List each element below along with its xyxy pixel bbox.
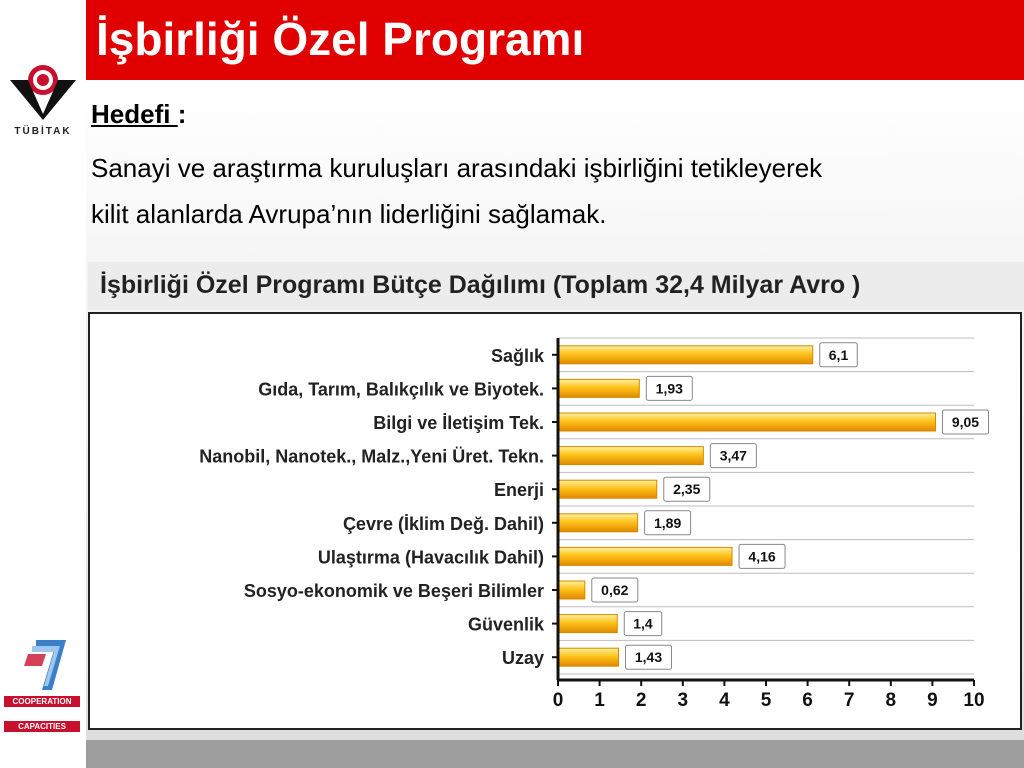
x-tick-label: 9 bbox=[927, 690, 938, 711]
bar bbox=[559, 648, 618, 666]
data-label: 1,93 bbox=[655, 380, 683, 397]
sidebar bbox=[0, 0, 86, 768]
x-tick-label: 7 bbox=[843, 690, 855, 711]
data-label: 1,89 bbox=[653, 514, 682, 531]
category-label: Çevre (İklim Değ. Dahil) bbox=[342, 513, 544, 534]
bar bbox=[559, 615, 617, 633]
data-label: 0,62 bbox=[601, 582, 629, 598]
goal-label: Hedefi bbox=[91, 99, 178, 129]
data-label: 2,35 bbox=[673, 481, 701, 498]
x-tick-label: 3 bbox=[677, 690, 689, 711]
data-label: 6,1 bbox=[828, 346, 849, 363]
bar bbox=[559, 480, 657, 498]
category-label: Sosyo-ekonomik ve Beşeri Bilimler bbox=[243, 581, 544, 601]
goal-colon: : bbox=[177, 99, 187, 129]
goal-text-line2: kilit alanlarda Avrupa’nın liderliğini sağlamak. bbox=[91, 199, 607, 229]
category-label: Nanobil, Nanotek., Malz.,Yeni Üret. Tekn. bbox=[199, 446, 544, 467]
goal-heading bbox=[91, 99, 186, 130]
x-tick-label: 6 bbox=[802, 690, 813, 711]
data-label: 1,43 bbox=[634, 649, 663, 666]
bar bbox=[559, 547, 732, 565]
x-tick-label: 5 bbox=[760, 690, 772, 711]
category-label: Ulaştırma (Havacılık Dahil) bbox=[317, 547, 544, 568]
category-label: Gıda, Tarım, Balıkçılık ve Biyotek. bbox=[258, 379, 544, 400]
category-label: Güvenlik bbox=[467, 614, 544, 635]
bar-chart bbox=[88, 312, 1022, 730]
category-label: Enerji bbox=[493, 480, 544, 501]
x-tick-label: 8 bbox=[885, 690, 897, 711]
bar bbox=[559, 379, 639, 397]
x-tick-label: 4 bbox=[719, 690, 730, 711]
fp7-logo-icon bbox=[2, 636, 84, 734]
category-label: Uzay bbox=[501, 648, 544, 669]
x-tick-label: 0 bbox=[552, 690, 564, 711]
footer-bar bbox=[86, 740, 1024, 768]
bar bbox=[559, 346, 813, 364]
bar bbox=[559, 413, 935, 431]
fp7-cooperation-label: COOPERATION bbox=[4, 696, 80, 707]
x-tick-label: 2 bbox=[635, 690, 647, 711]
x-tick-label: 1 bbox=[594, 690, 605, 711]
fp7-capacities-label: CAPACITIES bbox=[4, 721, 80, 732]
chart-title: İşbirliği Özel Programı Bütçe Dağılımı (Toplam 32,4 Milyar Avro ) bbox=[100, 271, 861, 299]
x-tick-label: 10 bbox=[963, 690, 985, 711]
data-label: 9,05 bbox=[951, 414, 980, 430]
page-title: İşbirliği Özel Programı bbox=[96, 13, 585, 65]
data-label: 1,4 bbox=[633, 615, 653, 632]
goal-text-line1: Sanayi ve araştırma kuruluşları arasındaki işbirliğini tetikleyerek bbox=[91, 153, 823, 183]
data-label: 3,47 bbox=[719, 447, 747, 464]
category-label: Sağlık bbox=[490, 345, 544, 366]
data-label: 4,16 bbox=[748, 548, 776, 565]
bar bbox=[559, 581, 585, 599]
bar bbox=[559, 447, 703, 465]
category-label: Bilgi ve İletişim Tek. bbox=[373, 413, 544, 433]
bar bbox=[559, 514, 638, 532]
tubitak-logo-text: TÜBİTAK bbox=[14, 126, 72, 137]
